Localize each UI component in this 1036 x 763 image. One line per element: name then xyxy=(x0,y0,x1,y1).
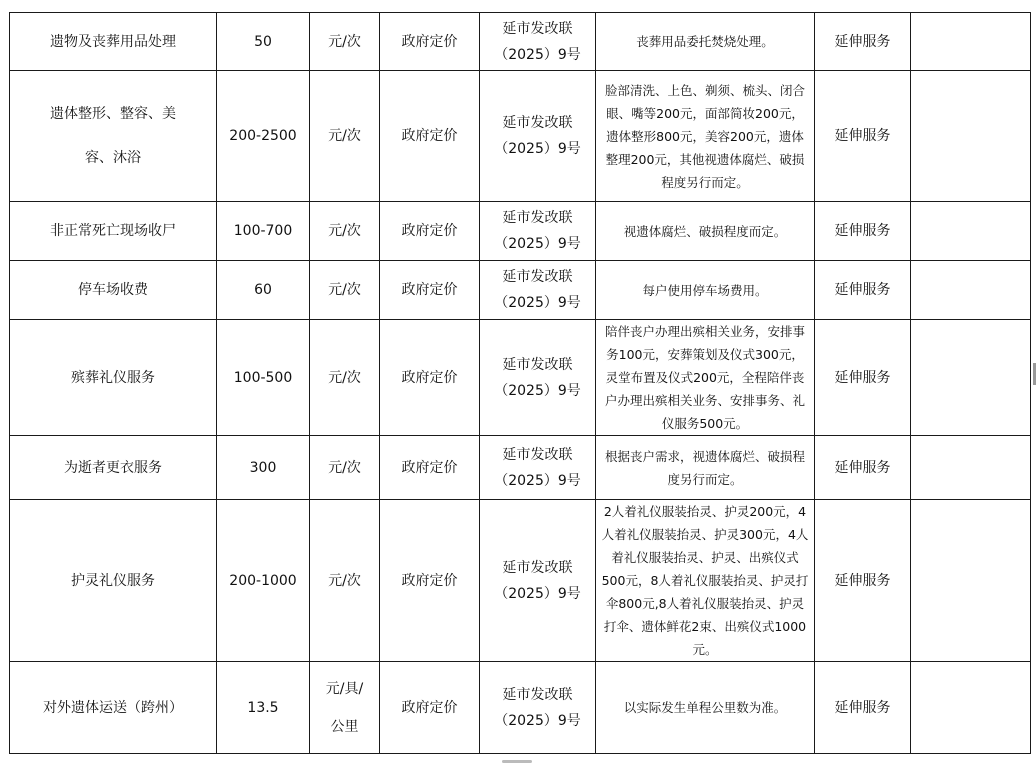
category-cell: 延伸服务 xyxy=(815,202,911,261)
remark-cell xyxy=(911,261,1031,320)
unit-cell: 元/次 xyxy=(310,13,380,71)
unit-cell: 元/次 xyxy=(310,71,380,202)
basis-cell: 延市发改联（2025）9号 xyxy=(480,662,596,754)
unit-cell: 元/次 xyxy=(310,500,380,662)
description-cell: 2人着礼仪服装抬灵、护灵200元，4人着礼仪服装抬灵、护灵300元，4人着礼仪服装抬灵、护灵、出殡仪式500元，8人着礼仪服装抬灵、护灵打伞800元,8人着礼仪服装抬灵、护灵打伞、遗体鲜花2束、出殡仪式1000元。 xyxy=(596,500,815,662)
item-name-cell: 遗物及丧葬用品处理 xyxy=(10,13,217,71)
remark-cell xyxy=(911,202,1031,261)
item-name-cell: 为逝者更衣服务 xyxy=(10,436,217,500)
item-name-cell: 护灵礼仪服务 xyxy=(10,500,217,662)
table-row xyxy=(10,13,1031,71)
pricing-form-cell: 政府定价 xyxy=(380,662,480,754)
pricing-form-cell: 政府定价 xyxy=(380,13,480,71)
description-cell: 视遗体腐烂、破损程度而定。 xyxy=(596,202,815,261)
item-name-cell: 停车场收费 xyxy=(10,261,217,320)
item-name-cell: 非正常死亡现场收尸 xyxy=(10,202,217,261)
pricing-form-cell: 政府定价 xyxy=(380,436,480,500)
description-cell: 脸部清洗、上色、剃须、梳头、闭合眼、嘴等200元，面部简妆200元，遗体整形800元，美容200元，遗体整理200元，其他视遗体腐烂、破损程度另行而定。 xyxy=(596,71,815,202)
remark-cell xyxy=(911,436,1031,500)
fee-table-body xyxy=(10,13,1031,754)
remark-cell xyxy=(911,662,1031,754)
price-cell: 100-500 xyxy=(217,320,310,436)
item-name-cell: 遗体整形、整容、美容、沐浴 xyxy=(10,71,217,202)
unit-cell: 元/次 xyxy=(310,202,380,261)
price-cell: 200-2500 xyxy=(217,71,310,202)
table-row xyxy=(10,261,1031,320)
item-name-cell: 对外遗体运送（跨州） xyxy=(10,662,217,754)
price-cell: 13.5 xyxy=(217,662,310,754)
description-cell: 根据丧户需求，视遗体腐烂、破损程度另行而定。 xyxy=(596,436,815,500)
table-row xyxy=(10,71,1031,202)
category-cell: 延伸服务 xyxy=(815,320,911,436)
description-cell: 丧葬用品委托焚烧处理。 xyxy=(596,13,815,71)
unit-cell: 元/次 xyxy=(310,436,380,500)
category-cell: 延伸服务 xyxy=(815,261,911,320)
remark-cell xyxy=(911,320,1031,436)
pricing-form-cell: 政府定价 xyxy=(380,202,480,261)
basis-cell: 延市发改联（2025）9号 xyxy=(480,500,596,662)
price-cell: 200-1000 xyxy=(217,500,310,662)
description-cell: 陪伴丧户办理出殡相关业务，安排事务100元，安葬策划及仪式300元，灵堂布置及仪式200元，全程陪伴丧户办理出殡相关业务、安排事务、礼仪服务500元。 xyxy=(596,320,815,436)
pricing-form-cell: 政府定价 xyxy=(380,320,480,436)
basis-cell: 延市发改联（2025）9号 xyxy=(480,13,596,71)
pricing-form-cell: 政府定价 xyxy=(380,261,480,320)
pricing-form-cell: 政府定价 xyxy=(380,500,480,662)
price-cell: 100-700 xyxy=(217,202,310,261)
price-cell: 50 xyxy=(217,13,310,71)
category-cell: 延伸服务 xyxy=(815,71,911,202)
unit-cell: 元/次 xyxy=(310,261,380,320)
table-row xyxy=(10,500,1031,662)
category-cell: 延伸服务 xyxy=(815,662,911,754)
basis-cell: 延市发改联（2025）9号 xyxy=(480,202,596,261)
table-row xyxy=(10,202,1031,261)
fee-table xyxy=(9,12,1031,754)
unit-cell: 元/次 xyxy=(310,320,380,436)
category-cell: 延伸服务 xyxy=(815,500,911,662)
category-cell: 延伸服务 xyxy=(815,436,911,500)
table-row xyxy=(10,320,1031,436)
pricing-form-cell: 政府定价 xyxy=(380,71,480,202)
basis-cell: 延市发改联（2025）9号 xyxy=(480,436,596,500)
table-row xyxy=(10,662,1031,754)
basis-cell: 延市发改联（2025）9号 xyxy=(480,71,596,202)
description-cell: 以实际发生单程公里数为准。 xyxy=(596,662,815,754)
category-cell: 延伸服务 xyxy=(815,13,911,71)
price-cell: 60 xyxy=(217,261,310,320)
table-row xyxy=(10,436,1031,500)
remark-cell xyxy=(911,71,1031,202)
description-cell: 每户使用停车场费用。 xyxy=(596,261,815,320)
basis-cell: 延市发改联（2025）9号 xyxy=(480,261,596,320)
unit-cell: 元/具/公里 xyxy=(310,662,380,754)
remark-cell xyxy=(911,500,1031,662)
basis-cell: 延市发改联（2025）9号 xyxy=(480,320,596,436)
remark-cell xyxy=(911,13,1031,71)
item-name-cell: 殡葬礼仪服务 xyxy=(10,320,217,436)
price-cell: 300 xyxy=(217,436,310,500)
